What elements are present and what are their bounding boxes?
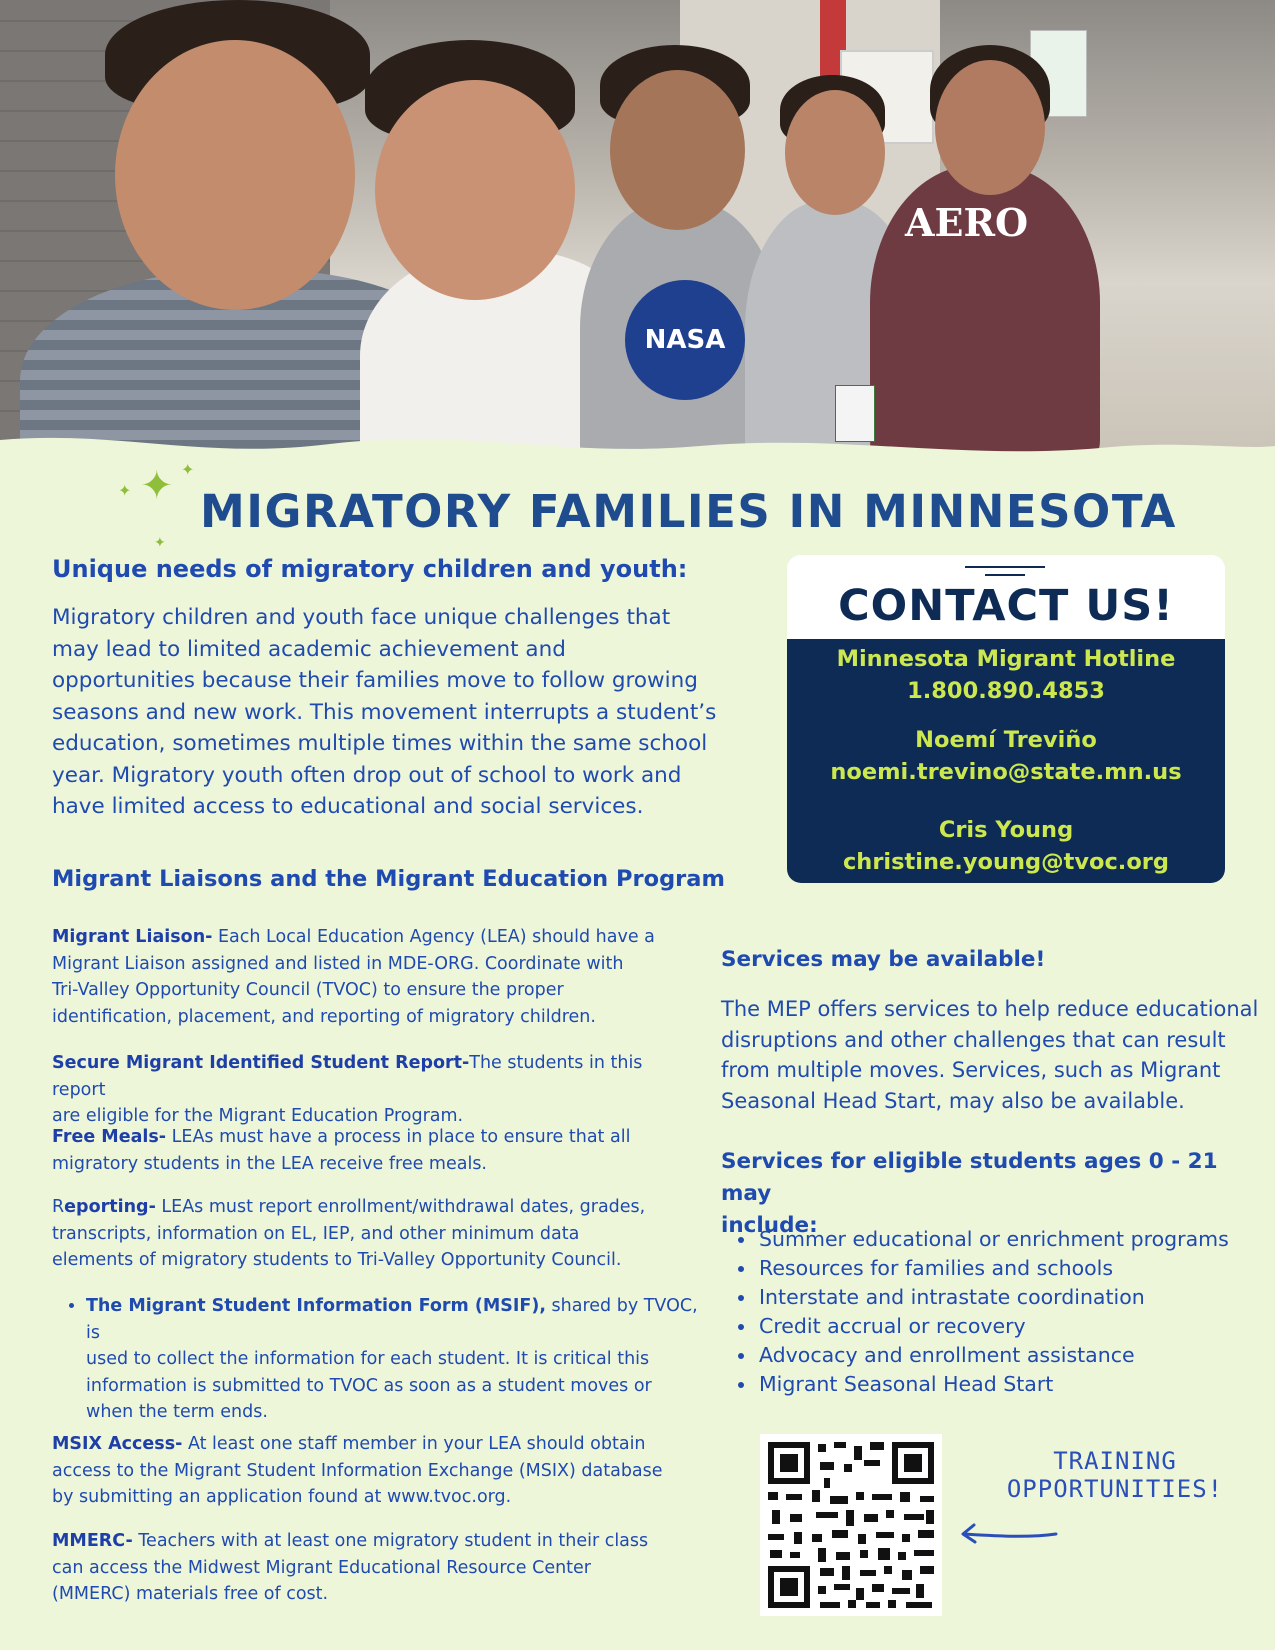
decorative-line (985, 574, 1025, 576)
list-item: • Migrant Seasonal Head Start (757, 1370, 1229, 1399)
contact-header (787, 555, 1225, 639)
child-2-face (375, 80, 575, 300)
mmerc-paragraph (52, 1528, 692, 1608)
contact-name: Noemí Treviño (915, 727, 1097, 753)
services-line: disruptions and other challenges that can result (721, 1027, 1226, 1052)
training-callout (985, 1447, 1245, 1503)
paragraph-line: Tri-Valley Opportunity Council (TVOC) to ensure the proper (52, 980, 564, 1000)
paragraph-line: migratory students in the LEA receive free meals. (52, 1153, 487, 1174)
paragraph-line: At least one staff member in your LEA should obtain (182, 1434, 646, 1454)
liaisons-heading: Migrant Liaisons and the Migrant Education Program (52, 866, 725, 892)
paragraph-label: eporting- (64, 1197, 156, 1217)
aero-shirt-text: AERO (905, 200, 1029, 245)
paragraph-line: LEAs must have a process in place to ensure that all (166, 1127, 631, 1147)
paragraph-line: can access the Midwest Migrant Educational Resource Center (52, 1557, 591, 1578)
sparkle-icon: ✦ (140, 463, 174, 509)
paragraph-line: (MMERC) materials free of cost. (52, 1584, 329, 1604)
intro-paragraph (52, 602, 732, 823)
reporting-paragraph (52, 1194, 692, 1274)
contact-email[interactable]: noemi.trevino@state.mn.us (830, 759, 1182, 785)
list-item: • Resources for families and schools (757, 1254, 1229, 1283)
paragraph-line: Each Local Education Agency (LEA) should have a (212, 927, 655, 947)
msif-item (86, 1293, 716, 1426)
services-paragraph (721, 994, 1261, 1116)
child-5-face (935, 60, 1045, 195)
contact-details (787, 639, 1225, 883)
services-line: Seasonal Head Start, may also be available. (721, 1088, 1185, 1113)
services-line: from multiple moves. Services, such as Migrant (721, 1058, 1221, 1082)
paragraph-line: information is submitted to TVOC as soon as a student moves or (86, 1375, 652, 1396)
msif-list (62, 1293, 716, 1426)
sparkle-icon: ✦ (181, 460, 195, 479)
paragraph-label: MSIX Access- (52, 1434, 183, 1454)
paragraph-line: by submitting an application found at www.tvoc.org. (52, 1487, 512, 1507)
paragraph-label: Free Meals- (52, 1127, 167, 1147)
page-title: MIGRATORY FAMILIES IN MINNESOTA (200, 485, 1177, 538)
header-photo (0, 0, 1275, 470)
secure-report-paragraph (52, 1050, 692, 1130)
paragraph-line: identification, placement, and reporting of migratory children. (52, 1006, 596, 1027)
paragraph-line: when the term ends. (86, 1402, 268, 1422)
training-line: OPPORTUNITIES! (1006, 1475, 1224, 1503)
paragraph-line: are eligible for the Migrant Education Program. (52, 1106, 464, 1126)
decorative-line (965, 566, 1045, 568)
paragraph-line: elements of migratory students to Tri-Valley Opportunity Council. (52, 1250, 622, 1270)
contact-email[interactable]: christine.young@tvoc.org (842, 849, 1170, 875)
paragraph-line: Migrant Liaison assigned and listed in MDE-ORG. Coordinate with (52, 953, 624, 974)
paragraph-label: Migrant Liaison- (52, 927, 213, 947)
paragraph-line: used to collect the information for each student. It is critical this (86, 1349, 650, 1369)
services-line: The MEP offers services to help reduce educational (721, 997, 1259, 1021)
child-3-face (610, 70, 745, 230)
qr-code[interactable] (760, 1434, 942, 1616)
nasa-logo: NASA (625, 280, 745, 400)
list-item: • Credit accrual or recovery (757, 1312, 1229, 1341)
child-4-face (785, 90, 885, 215)
arrow-left-icon (958, 1520, 1058, 1550)
free-meals-paragraph (52, 1124, 692, 1177)
eligible-heading-line: include: (721, 1213, 818, 1238)
contact-title: CONTACT US! (838, 581, 1174, 631)
intro-line: year. Migratory youth often drop out of school to work and (52, 762, 682, 788)
intro-line: may lead to limited academic achievement and (52, 636, 566, 662)
list-item: • Advocacy and enrollment assistance (757, 1341, 1229, 1370)
hotline-label: Minnesota Migrant Hotline (836, 646, 1176, 672)
intro-heading: Unique needs of migratory children and youth: (52, 555, 688, 583)
paragraph-line: The students in this report (52, 1053, 643, 1100)
eligible-heading-line: Services for eligible students ages 0 - 21 may (721, 1149, 1218, 1206)
intro-line: Migratory children and youth face unique challenges that (52, 605, 671, 630)
training-line: TRAINING (1053, 1447, 1177, 1475)
list-item: • Interstate and intrastate coordination (757, 1283, 1229, 1312)
migrant-liaison-paragraph (52, 924, 692, 1030)
sparkle-icon: ✦ (154, 535, 166, 551)
intro-line: have limited access to educational and social services. (52, 794, 644, 819)
paragraph-line: transcripts, information on EL, IEP, and other minimum data (52, 1223, 580, 1244)
paragraph-line: Teachers with at least one migratory student in their class (132, 1531, 649, 1551)
paragraph-label: MMERC- (52, 1531, 133, 1551)
qr-code-graphic (760, 1434, 942, 1616)
child-1-face (115, 40, 355, 310)
paragraph-label: R (52, 1197, 65, 1217)
services-list (721, 1225, 1229, 1399)
paragraph-line: LEAs must report enrollment/withdrawal dates, grades, (155, 1197, 646, 1217)
hotline-number[interactable]: 1.800.890.4853 (907, 678, 1105, 704)
contact-name: Cris Young (938, 817, 1074, 843)
intro-line: seasons and new work. This movement interrupts a student’s (52, 699, 717, 725)
sparkle-icon: ✦ (118, 481, 132, 500)
paragraph-line: shared by TVOC, is (86, 1296, 698, 1343)
intro-line: opportunities because their families move to follow growing (52, 668, 698, 693)
services-heading: Services may be available! (721, 947, 1046, 972)
paragraph-line: access to the Migrant Student Information Exchange (MSIX) database (52, 1460, 663, 1481)
paragraph-label: The Migrant Student Information Form (MSIF), (86, 1296, 546, 1316)
contact-box (787, 555, 1225, 883)
intro-line: education, sometimes multiple times within the same school (52, 731, 708, 756)
msix-paragraph (52, 1431, 692, 1511)
paragraph-label: Secure Migrant Identified Student Report- (52, 1053, 470, 1073)
list-item: • Summer educational or enrichment programs (757, 1225, 1229, 1254)
